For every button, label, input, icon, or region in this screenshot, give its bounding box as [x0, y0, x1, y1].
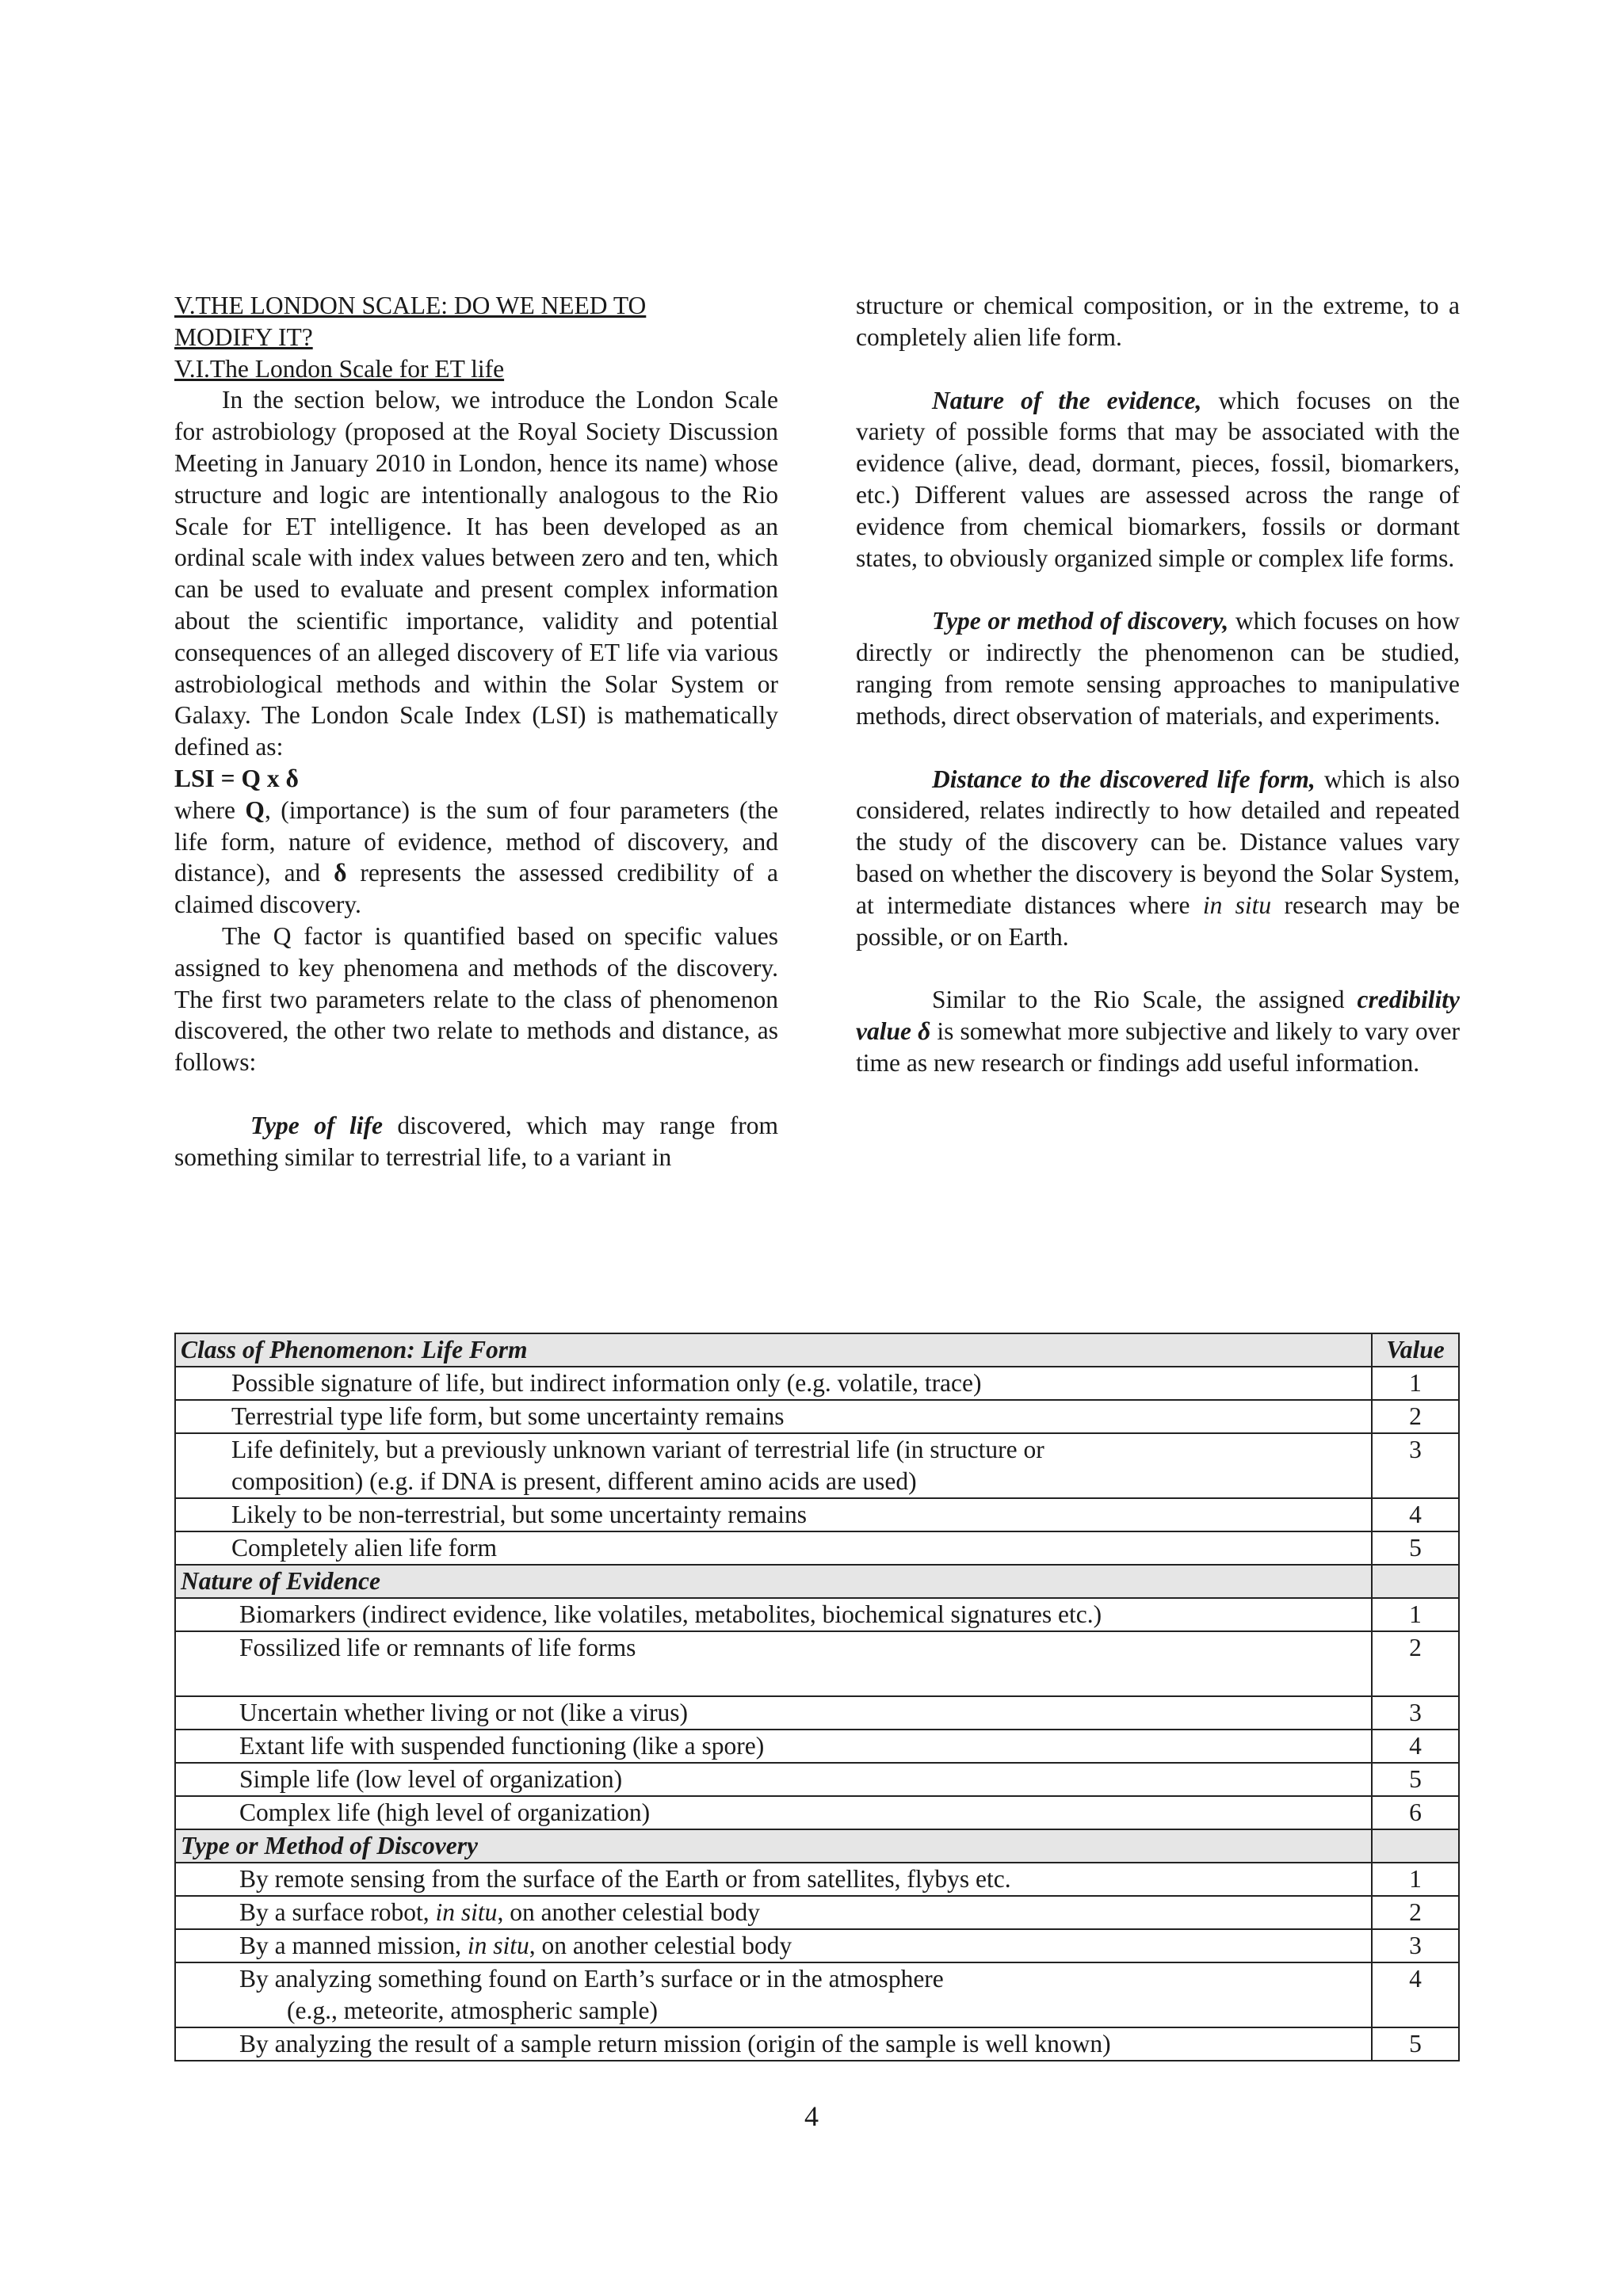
section-title: V.THE LONDON SCALE: DO WE NEED TO MODIFY IT?	[174, 292, 647, 351]
value-header: Value	[1372, 1333, 1459, 1367]
table-header-method: Type or Method of Discovery	[175, 1829, 1459, 1863]
subsection-title: V.I.The London Scale for ET life	[174, 354, 505, 383]
paragraph-nature-of-evidence: Nature of the evidence, which focuses on the variety of possible forms that may be associated with the evidence (alive, dead, dormant, pieces, fossil, biomarkers, etc.) Different values are assessed across the range of evidence from chemical biomarkers, fossils or dormant states, to obviously organized simple or complex life forms.	[856, 386, 1460, 572]
scale-table	[174, 1333, 1460, 2061]
table-header-life-form: Class of Phenomenon: Life Form Value	[175, 1333, 1459, 1367]
page-number: 4	[804, 2100, 819, 2132]
table-row: Life definitely, but a previously unknown variant of terrestrial life (in structure or composition) (e.g. if DNA is present, different amino acids are used) 3	[175, 1433, 1459, 1498]
table-row: By analyzing the result of a sample return mission (origin of the sample is well known) 5	[175, 2027, 1459, 2061]
paragraph-intro: In the section below, we introduce the London Scale for astrobiology (proposed at the Royal Society Discussion Meeting in January 2010 in London, hence its name) whose structure and logic are intentionally analogous to the Rio Scale for ET intelligence. It has been developed as an ordinal scale with index values between zero and ten, which can be used to evaluate and present complex information about the scientific importance, validity and potential consequences of an alleged discovery of ET life via various astrobiological methods and within the Solar System or Galaxy. The London Scale Index (LSI) is mathematically defined as:	[174, 386, 778, 761]
paragraph-definition: where Q, (importance) is the sum of four parameters (the life form, nature of evidence, method of discovery, and distance), and δ represents the assessed credibility of a claimed discovery.	[174, 795, 779, 919]
right-column	[856, 290, 1460, 1079]
paragraph-type-of-life: Type of life discovered, which may range from something similar to terrestrial life, to a variant in	[174, 1111, 778, 1171]
lsi-formula: LSI = Q x δ	[174, 764, 299, 792]
table-row: Complex life (high level of organization) 6	[175, 1796, 1459, 1829]
left-column	[174, 290, 778, 1173]
london-scale-table	[174, 1333, 1460, 2061]
table-row: Fossilized life or remnants of life forms 2	[175, 1631, 1459, 1696]
table-row: Uncertain whether living or not (like a virus) 3	[175, 1696, 1459, 1730]
table-row: Likely to be non-terrestrial, but some uncertainty remains 4	[175, 1498, 1459, 1531]
paragraph-distance: Distance to the discovered life form, which is also considered, relates indirectly to how detailed and repeated the study of the discovery can be. Distance values vary based on whether the discovery is beyond the Solar System, at intermediate distances where in situ research may be possible, or on Earth.	[856, 765, 1461, 951]
table-row: By remote sensing from the surface of the Earth or from satellites, flybys etc. 1	[175, 1863, 1459, 1896]
paragraph-method-of-discovery: Type or method of discovery, which focuses on how directly or indirectly the phenomenon can be studied, ranging from remote sensing approaches to manipulative methods, direct observation of materials, and experiments.	[856, 607, 1461, 730]
table-row: Possible signature of life, but indirect information only (e.g. volatile, trace) 1	[175, 1367, 1459, 1400]
paragraph-credibility: Similar to the Rio Scale, the assigned credibility value δ is somewhat more subjective and likely to vary over time as new research or findings add useful information.	[856, 986, 1461, 1077]
table-row: Extant life with suspended functioning (like a spore) 4	[175, 1730, 1459, 1763]
table-row: Terrestrial type life form, but some uncertainty remains 2	[175, 1400, 1459, 1433]
table-header-evidence: Nature of Evidence	[175, 1565, 1459, 1598]
table-row: By a surface robot, in situ, on another celestial body 2	[175, 1896, 1459, 1929]
paragraph-continued: structure or chemical composition, or in the extreme, to a completely alien life form.	[856, 292, 1460, 351]
table-row: By a manned mission, in situ, on another celestial body 3	[175, 1929, 1459, 1962]
table-row: By analyzing something found on Earth’s surface or in the atmosphere (e.g., meteorite, atmospheric sample) 4	[175, 1962, 1459, 2027]
table-row: Biomarkers (indirect evidence, like volatiles, metabolites, biochemical signatures etc.) 1	[175, 1598, 1459, 1631]
paragraph-q-factor: The Q factor is quantified based on specific values assigned to key phenomena and methods of the discovery. The first two parameters relate to the class of phenomenon discovered, the other two relate to methods and distance, as follows:	[174, 921, 778, 1077]
table-row: Simple life (low level of organization) 5	[175, 1763, 1459, 1796]
table-row: Completely alien life form 5	[175, 1531, 1459, 1565]
